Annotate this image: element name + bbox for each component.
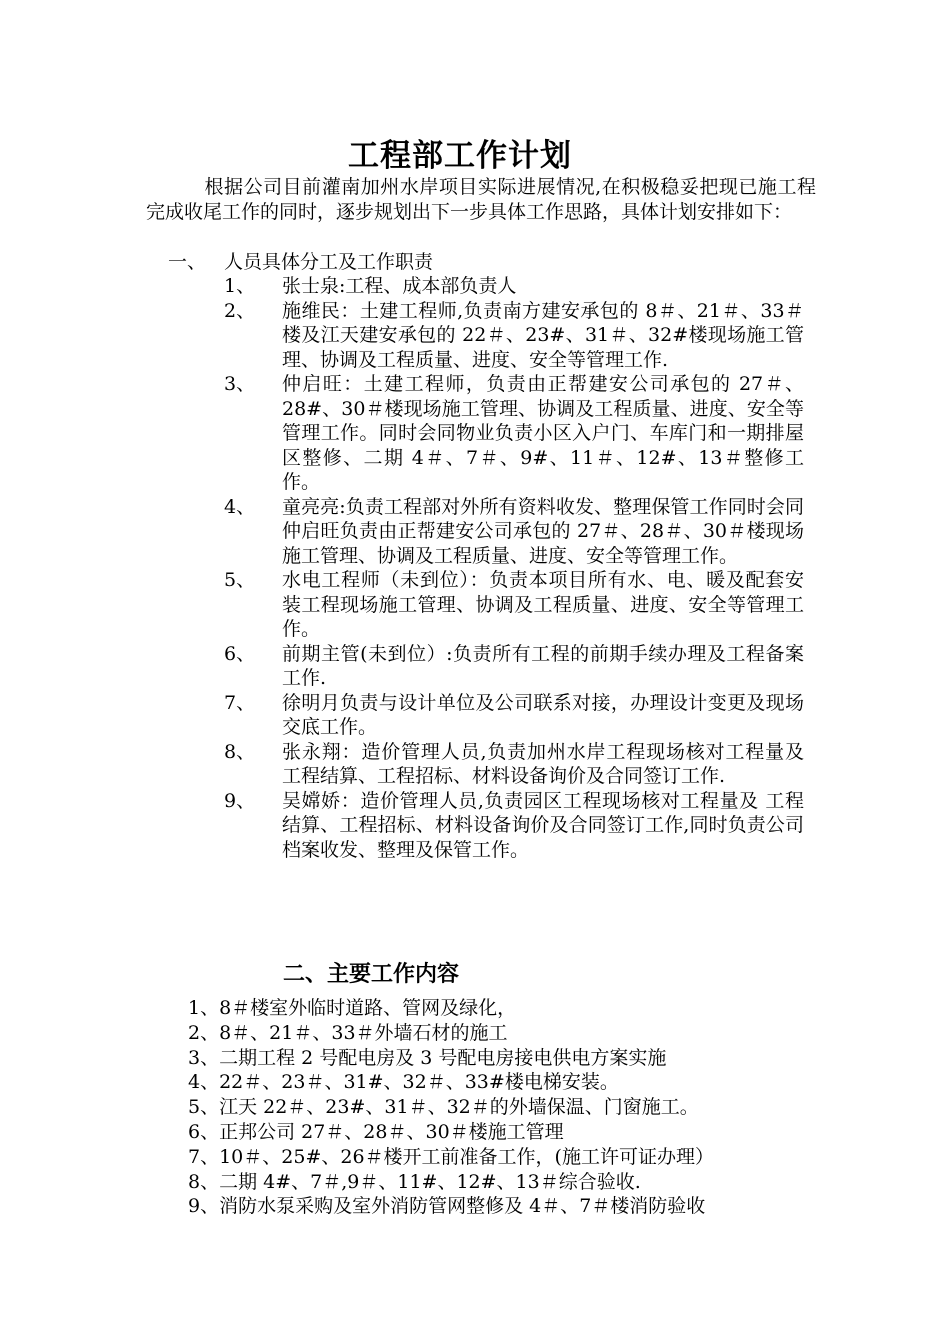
item-number: 5、 [224,569,256,591]
item-number: 9、 [224,789,256,812]
section1-heading [168,250,433,275]
item-number: 2、 [224,299,256,322]
list-item [224,642,814,691]
section2-heading: 二、主要工作内容 [283,961,460,987]
list-item [224,691,814,740]
item-text: 徐明月负责与设计单位及公司联系对接，办理设计变更及现场交底工作。 [282,691,804,738]
item-number: 8、 [224,740,256,763]
list-item: 4、22＃、23＃、31#、32＃、33#楼电梯安装。 [188,1071,619,1094]
staff-duty-list [224,274,814,862]
item-text: 水电工程师（未到位）：负责本项目所有水、电、暖及配套安装工程现场施工管理、协调及工程质量、进度、安全等管理工作。 [282,569,804,640]
list-item [224,495,814,569]
item-text: 前期主管(未到位）:负责所有工程的前期手续办理及工程备案工作. [282,642,804,689]
section1-title: 人员具体分工及工作职责 [224,251,434,273]
item-text: 吴嫦娇：造价管理人员,负责园区工程现场核对工程量及 工程结算、工程招标、材料设备询价及合同签订工作,同时负责公司档案收发、整理及保管工作。 [282,789,804,861]
list-item: 8、二期 4#、7＃,9＃、11#、12#、13＃综合验收. [188,1170,641,1193]
list-item [224,274,814,299]
intro-paragraph [146,175,816,224]
list-item [224,372,814,495]
work-content-list [188,996,828,1219]
item-text: 张士泉:工程、成本部负责人 [282,275,517,297]
intro-text: 根据公司目前灌南加州水岸项目实际进展情况,在积极稳妥把现已施工程完成收尾工作的同时，逐步规划出下一步具体工作思路，具体计划安排如下： [146,176,816,223]
item-number: 1、 [224,275,256,297]
list-item: 7、10＃、25#、26＃楼开工前准备工作，(施工许可证办理） [188,1145,714,1168]
item-number: 6、 [224,642,256,665]
item-text: 仲启旺：土建工程师，负责由正帮建安公司承包的 27＃、28#、30＃楼现场施工管理、协调及工程质量、进度、安全等管理工作。同时会同物业负责小区入户门、车库门和一期排屋区整修、二期 4＃、7＃、9#、11＃、12#、13＃整修工作。 [282,373,804,493]
item-text: 童亮亮:负责工程部对外所有资料收发、整理保管工作同时会同仲启旺负责由正帮建安公司承包的 27＃、28＃、30＃楼现场施工管理、协调及工程质量、进度、安全等管理工作。 [282,495,804,567]
list-item: 6、正邦公司 27＃、28＃、30＃楼施工管理 [188,1120,564,1143]
list-item: 1、8＃楼室外临时道路、管网及绿化， [188,997,517,1019]
list-item [224,299,814,373]
document-title: 工程部工作计划 [348,138,572,174]
list-item [224,568,814,642]
list-item: 3、二期工程 2 号配电房及 3 号配电房接电供电方案实施 [188,1046,667,1069]
item-text: 张永翔：造价管理人员,负责加州水岸工程现场核对工程量及 工程结算、工程招标、材料设备询价及合同签订工作. [282,740,804,787]
list-item: 9、消防水泵采购及室外消防管网整修及 4＃、7＃楼消防验收 [188,1195,706,1218]
list-item: 5、江天 22＃、23#、31＃、32＃的外墙保温、门窗施工。 [188,1096,699,1119]
item-number: 3、 [224,373,256,395]
item-number: 4、 [224,495,256,518]
section1-number: 一、 [168,251,207,273]
list-item [224,789,814,863]
item-text: 施维民：土建工程师,负责南方建安承包的 8＃、21＃、33＃楼及江天建安承包的 22＃、23#、31＃、32#楼现场施工管理、协调及工程质量、进度、安全等管理工作. [282,299,804,371]
list-item: 2、8＃、21＃、33＃外墙石材的施工 [188,1021,508,1044]
list-item [224,740,814,789]
item-number: 7、 [224,691,256,714]
